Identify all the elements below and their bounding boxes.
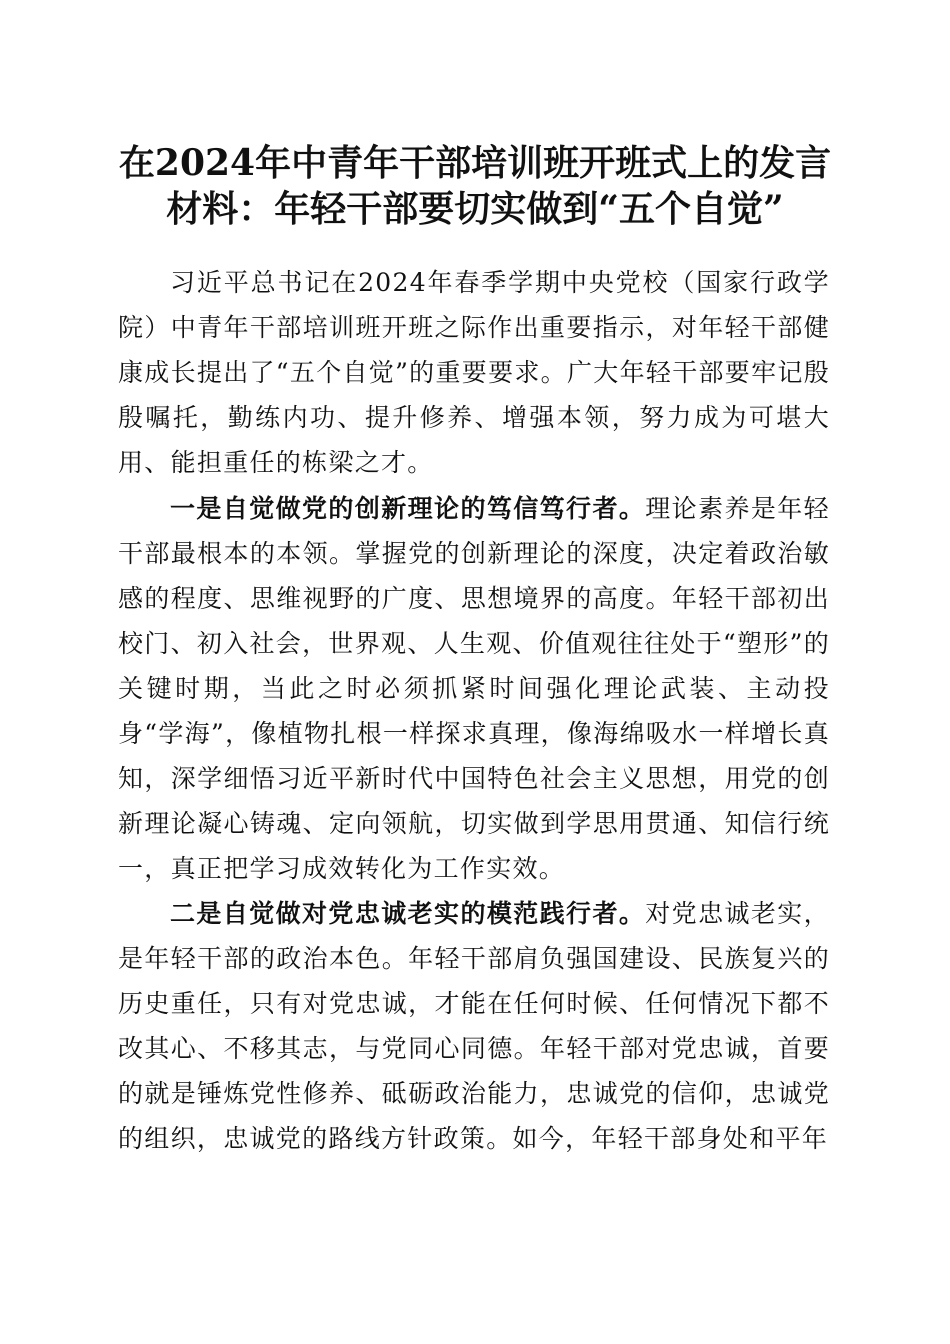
title-line-2: 材料：年轻干部要切实做到“五个自觉” xyxy=(166,188,784,230)
paragraph-text: 理论素养是年轻干部最根本的本领。掌握党的创新理论的深度，决定着政治敏感的程度、思维视野的广度、思想境界的高度。年轻干部初出校门、初入社会，世界观、人生观、价值观往往处于“塑形”的关键时期，当此之时必须抓紧时间强化理论武装、主动投身“学海”，像植物扎根一样探求真理，像海绵吸水一样增长真知，深学细悟习近平新时代中国特色社会主义思想，用党的创新理论凝心铸魂、定向领航，切实做到学思用贯通、知信行统一，真正把学习成效转化为工作实效。 xyxy=(118,494,830,883)
paragraph-text: 习近平总书记在2024年春季学期中央党校（国家行政学院）中青年干部培训班开班之际作出重要指示，对年轻干部健康成长提出了“五个自觉”的重要要求。广大年轻干部要牢记殷殷嘱托，勤练内功、提升修养、增强本领，努力成为可堪大用、能担重任的栋梁之才。 xyxy=(118,268,830,477)
paragraph-point-one xyxy=(118,486,830,891)
title-line-1: 在2024年中青年干部培训班开班式上的发言 xyxy=(118,142,832,184)
paragraph-point-two xyxy=(118,891,830,1161)
paragraph-intro xyxy=(118,260,830,485)
document-title xyxy=(100,140,850,232)
document-body xyxy=(118,260,830,1161)
paragraph-text: 对党忠诚老实，是年轻干部的政治本色。年轻干部肩负强国建设、民族复兴的历史重任，只有对党忠诚，才能在任何时候、任何情况下都不改其心、不移其志，与党同心同德。年轻干部对党忠诚，首要的就是锤炼党性修养、砥砺政治能力，忠诚党的信仰，忠诚党的组织，忠诚党的路线方针政策。如今，年轻干部身处和平年 xyxy=(118,899,830,1153)
paragraph-lead: 一是自觉做党的创新理论的笃信笃行者。 xyxy=(170,494,646,523)
paragraph-lead: 二是自觉做对党忠诚老实的模范践行者。 xyxy=(170,899,646,928)
